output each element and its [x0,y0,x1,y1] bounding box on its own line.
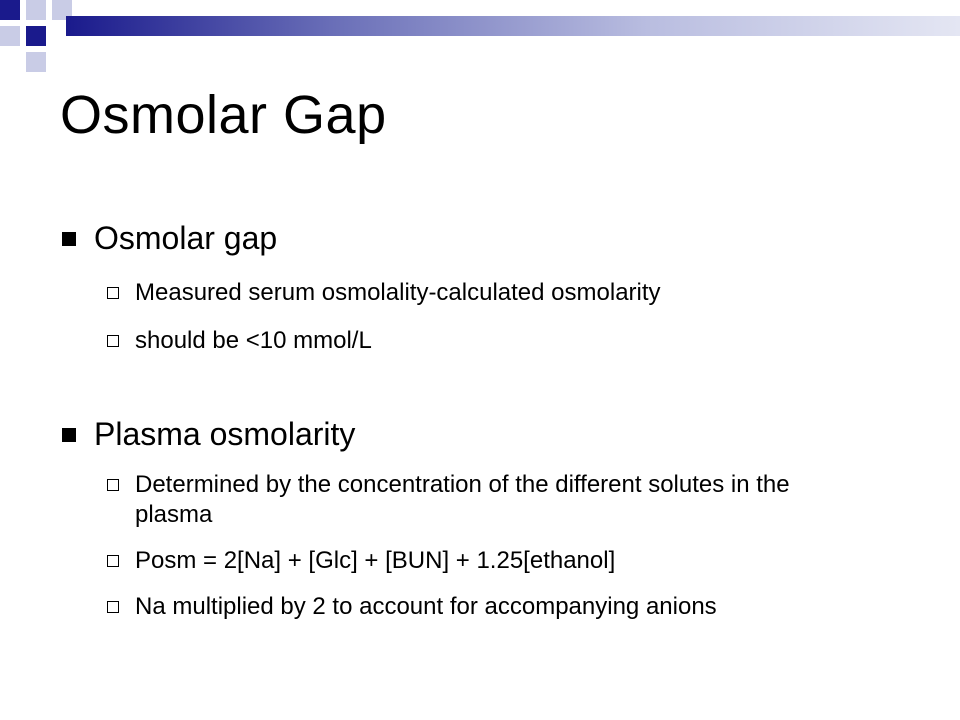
hollow-square-bullet-icon [107,555,119,567]
sub-bullet-text: Measured serum osmolality-calculated osmolarity [135,279,661,306]
square-bullet-icon [62,428,76,442]
hollow-square-bullet-icon [107,335,119,347]
decor-square-dark [26,26,46,46]
hollow-square-bullet-icon [107,287,119,299]
sub-bullet-text: Determined by the concentration of the different solutes in the plasma [135,471,790,528]
hollow-square-bullet-icon [107,479,119,491]
slide-body [60,218,900,622]
sub-bullet [60,326,900,356]
decor-square-light [0,26,20,46]
decor-square-light [26,52,46,72]
sub-bullet-text: Na multiplied by 2 to account for accompanying anions [135,593,717,620]
hollow-square-bullet-icon [107,601,119,613]
slide-title: Osmolar Gap [60,85,387,145]
sub-bullet [60,278,900,308]
bullet-heading: Osmolar gap [94,220,278,256]
sub-bullet [60,470,900,530]
header-gradient-bar [66,16,960,36]
sub-bullet [60,546,900,576]
decor-square-light [26,0,46,20]
sub-bullet-text: should be <10 mmol/L [135,327,372,354]
decor-square-dark [0,0,20,20]
sub-bullet [60,592,900,622]
bullet-heading: Plasma osmolarity [94,416,356,452]
square-bullet-icon [62,232,76,246]
bullet-osmolar-gap [60,218,900,258]
bullet-plasma-osmolarity [60,414,900,454]
sub-bullet-text: Posm = 2[Na] + [Glc] + [BUN] + 1.25[ethanol] [135,547,616,574]
